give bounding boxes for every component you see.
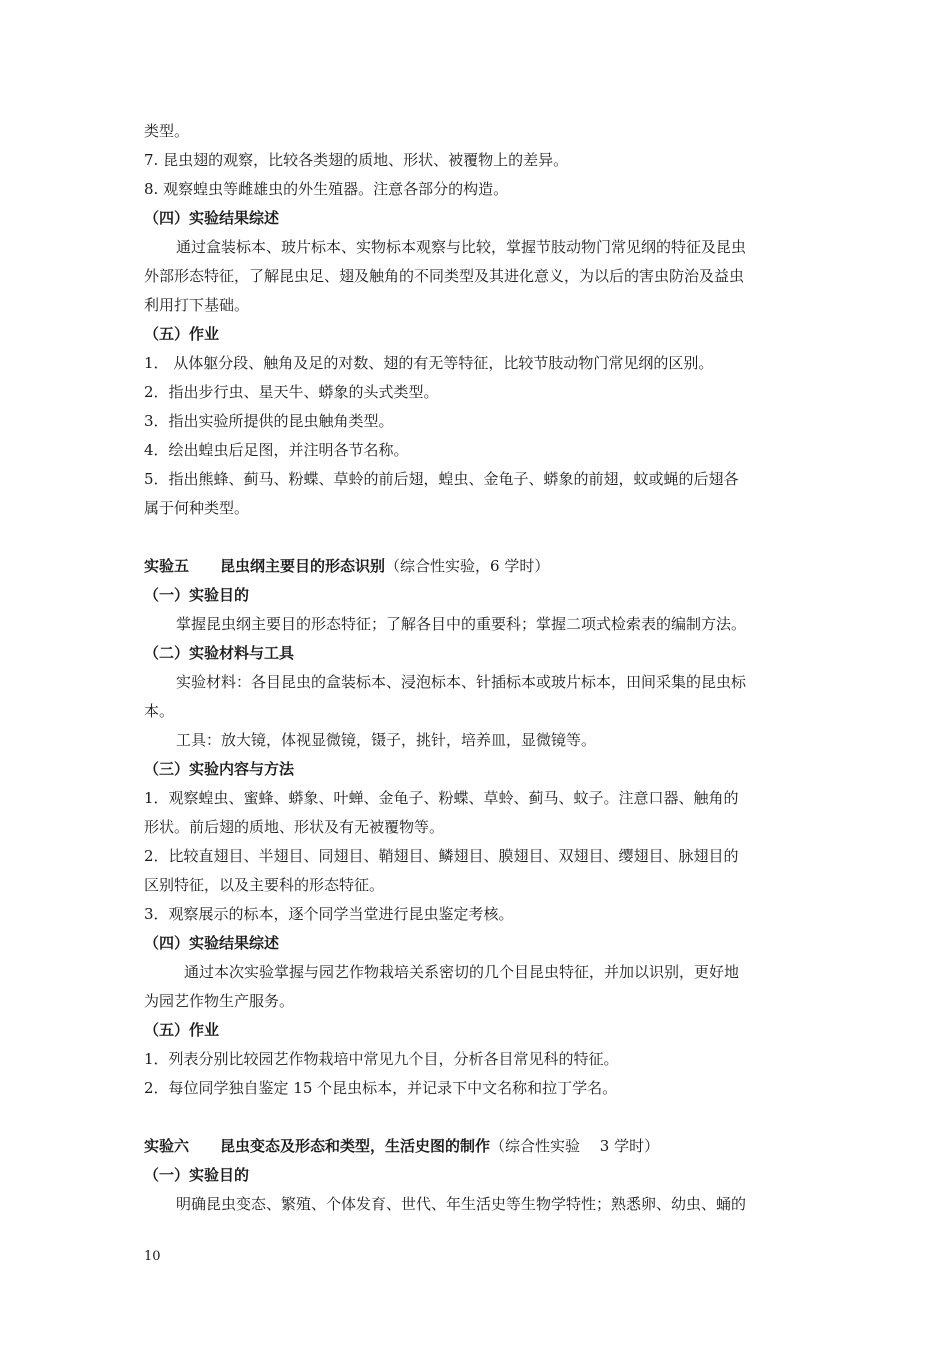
- text-line: 7. 昆虫翅的观察，比较各类翅的质地、形状、被覆物上的差异。: [144, 151, 569, 169]
- list-item: 3．指出实验所提供的昆虫触角类型。: [144, 412, 394, 430]
- section-heading: （二）实验材料与工具: [144, 644, 295, 662]
- experiment-name: 昆虫纲主要目的形态识别: [220, 557, 386, 575]
- paragraph-line: 明确昆虫变态、繁殖、个体发育、世代、年生活史等生物学特性；熟悉卵、幼虫、蛹的: [176, 1195, 747, 1213]
- experiment-title: [144, 552, 810, 581]
- paragraph-line: 通过本次实验掌握与园艺作物栽培关系密切的几个目昆虫特征，并加以识别，更好地: [184, 963, 740, 981]
- list-item: 1． 从体躯分段、触角及足的对数、翅的有无等特征，比较节肢动物门常见纲的区别。: [144, 354, 714, 372]
- section-heading: （一）实验目的: [144, 1166, 250, 1184]
- experiment-number: 实验五: [144, 557, 190, 575]
- list-item: 2．比较直翅目、半翅目、同翅目、鞘翅目、鳞翅目、膜翅目、双翅目、缨翅目、脉翅目的: [144, 847, 739, 865]
- paragraph-line: 实验材料：各目昆虫的盒装标本、浸泡标本、针插标本或玻片标本，田间采集的昆虫标: [176, 673, 747, 691]
- spacer: [144, 523, 810, 552]
- list-item: 2．每位同学独自鉴定 15 个昆虫标本，并记录下中文名称和拉丁学名。: [144, 1079, 618, 1097]
- experiment-note: （综合性实验，6 学时）: [385, 557, 550, 575]
- page-content: [144, 117, 810, 1219]
- experiment-title: [144, 1132, 810, 1161]
- experiment-number: 实验六: [144, 1137, 190, 1155]
- experiment-note: （综合性实验 3 学时）: [490, 1137, 660, 1155]
- section-heading: （五）作业: [144, 1021, 220, 1039]
- list-item: 4．绘出蝗虫后足图，并注明各节名称。: [144, 441, 409, 459]
- text-line: 8. 观察蝗虫等雌雄虫的外生殖器。注意各部分的构造。: [144, 180, 509, 198]
- list-item: 1．列表分别比较园艺作物栽培中常见九个目，分析各目常见科的特征。: [144, 1050, 619, 1068]
- section-heading: （一）实验目的: [144, 586, 250, 604]
- list-item: 形状。前后翅的质地、形状及有无被覆物等。: [144, 818, 445, 836]
- section-heading: （三）实验内容与方法: [144, 760, 295, 778]
- paragraph-line: 掌握昆虫纲主要目的形态特征；了解各目中的重要科；掌握二项式检索表的编制方法。: [176, 615, 747, 633]
- paragraph-line: 工具：放大镜，体视显微镜，镊子，挑针，培养皿，显微镜等。: [176, 731, 597, 749]
- experiment-name: 昆虫变态及形态和类型，生活史图的制作: [220, 1137, 491, 1155]
- section-heading: （五）作业: [144, 325, 220, 343]
- spacer: [144, 1103, 810, 1132]
- paragraph-line: 为园艺作物生产服务。: [144, 992, 295, 1010]
- paragraph-line: 利用打下基础。: [144, 296, 250, 314]
- paragraph-line: 通过盒装标本、玻片标本、实物标本观察与比较，掌握节肢动物门常见纲的特征及昆虫: [176, 238, 747, 256]
- text-line: 类型。: [144, 122, 190, 140]
- paragraph-line: 本。: [144, 702, 175, 720]
- list-item: 属于何种类型。: [144, 499, 250, 517]
- list-item: 区别特征，以及主要科的形态特征。: [144, 876, 385, 894]
- list-item: 3．观察展示的标本，逐个同学当堂进行昆虫鉴定考核。: [144, 905, 514, 923]
- list-item: 1．观察蝗虫、蜜蜂、蟒象、叶蝉、金龟子、粉蝶、草蛉、蓟马、蚊子。注意口器、触角的: [144, 789, 739, 807]
- list-item: 2．指出步行虫、星天牛、蟒象的头式类型。: [144, 383, 439, 401]
- section-heading: （四）实验结果综述: [144, 934, 280, 952]
- list-item: 5．指出熊蜂、蓟马、粉蝶、草蛉的前后翅，蝗虫、金龟子、蟒象的前翅，蚊或蝇的后翅各: [144, 470, 739, 488]
- paragraph-line: 外部形态特征，了解昆虫足、翅及触角的不同类型及其进化意义，为以后的害虫防治及益虫: [144, 267, 745, 285]
- section-heading: （四）实验结果综述: [144, 209, 280, 227]
- page-number: 10: [144, 1249, 161, 1264]
